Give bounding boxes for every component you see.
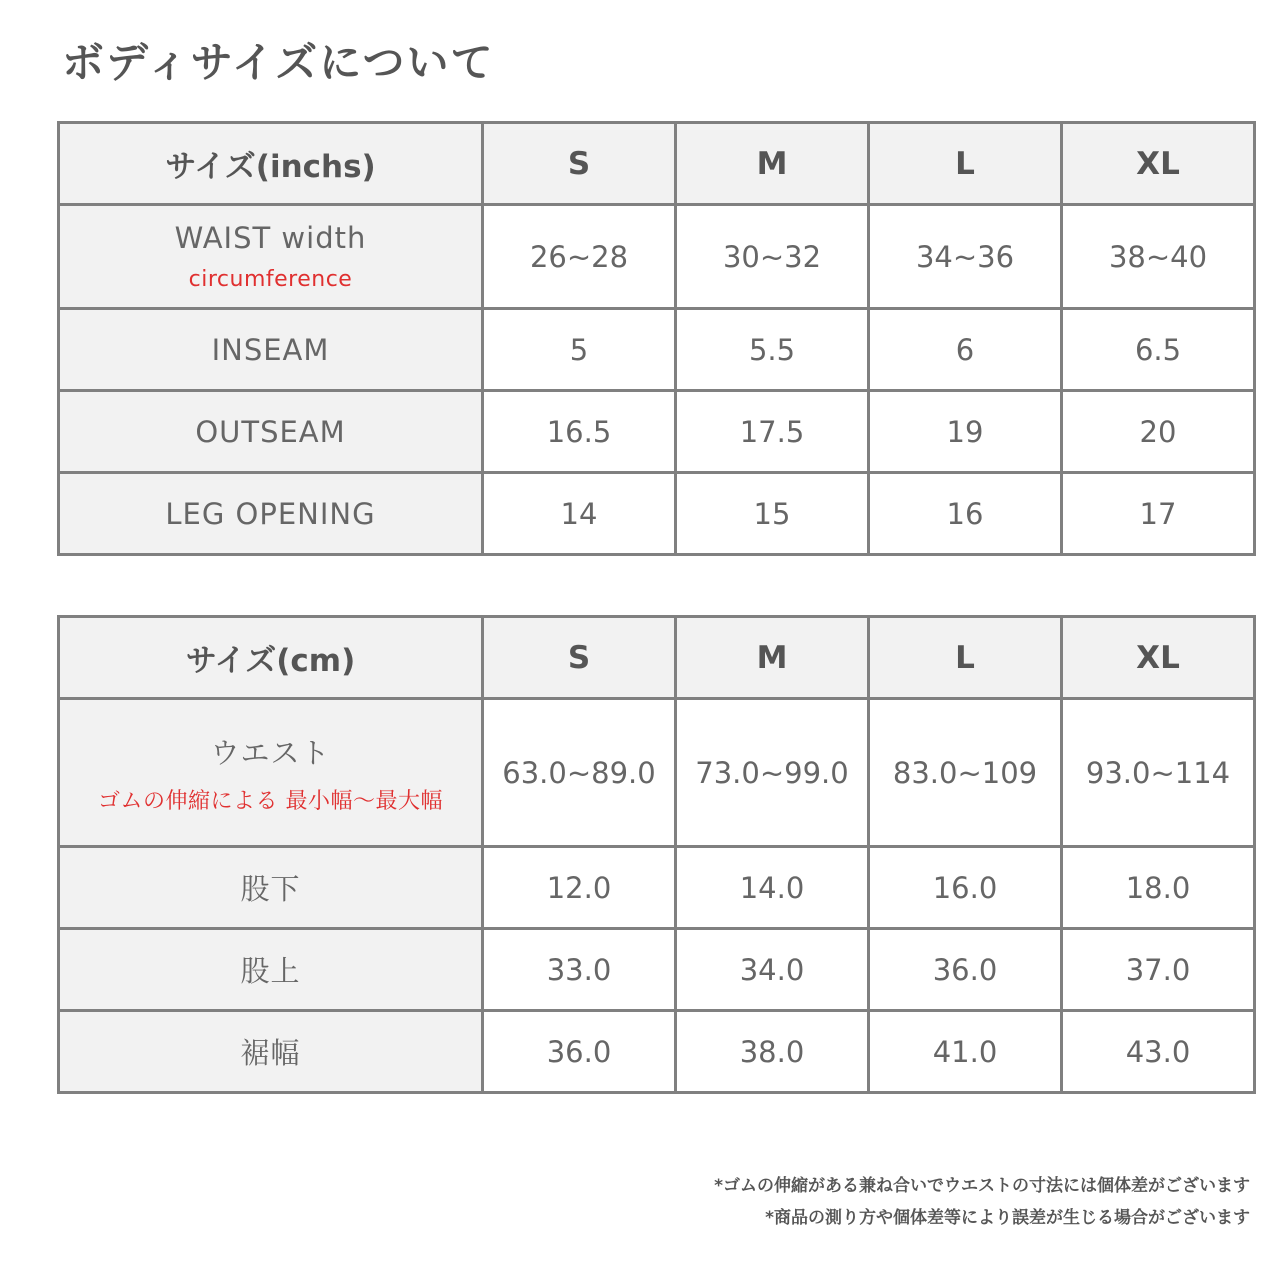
value-cell-m: 30~32	[676, 205, 869, 309]
value-cell-m: 38.0	[676, 1011, 869, 1093]
table-header-row	[59, 617, 1255, 699]
value-cell-l: 41.0	[869, 1011, 1062, 1093]
page-title: ボディサイズについて	[62, 38, 495, 87]
row-label: INSEAM	[59, 309, 483, 391]
value-cell-s: 5	[483, 309, 676, 391]
footnote-line: *商品の測り方や個体差等により誤差が生じる場合がございます	[765, 1208, 1250, 1228]
table-row-inseam	[59, 847, 1255, 929]
value-cell-xl: 43.0	[1062, 1011, 1255, 1093]
value-cell-l: 6	[869, 309, 1062, 391]
value-cell-m: 5.5	[676, 309, 869, 391]
header-cell-xl: XL	[1062, 617, 1255, 699]
header-cell-l: L	[869, 123, 1062, 205]
table-row-leg-opening	[59, 473, 1255, 555]
value-cell-m: 14.0	[676, 847, 869, 929]
table-row-hem-width	[59, 1011, 1255, 1093]
row-label-cell	[59, 205, 483, 309]
header-cell-xl: XL	[1062, 123, 1255, 205]
value-cell-m: 17.5	[676, 391, 869, 473]
value-cell-m: 34.0	[676, 929, 869, 1011]
footnotes	[714, 1170, 1250, 1234]
size-table-inches	[57, 121, 1256, 556]
value-cell-l: 19	[869, 391, 1062, 473]
value-cell-xl: 93.0~114	[1062, 699, 1255, 847]
row-label: ウエスト	[210, 735, 331, 770]
value-cell-s: 16.5	[483, 391, 676, 473]
table-row-outseam	[59, 391, 1255, 473]
table-row-waist	[59, 205, 1255, 309]
header-cell-l: L	[869, 617, 1062, 699]
table-row-inseam	[59, 309, 1255, 391]
value-cell-l: 34~36	[869, 205, 1062, 309]
header-cell-s: S	[483, 123, 676, 205]
row-label: LEG OPENING	[59, 473, 483, 555]
size-table-cm	[57, 615, 1256, 1094]
value-cell-s: 63.0~89.0	[483, 699, 676, 847]
value-cell-l: 36.0	[869, 929, 1062, 1011]
header-cell-size-unit: サイズ(cm)	[59, 617, 483, 699]
row-sublabel: ゴムの伸縮による 最小幅～最大幅	[98, 788, 443, 814]
value-cell-xl: 20	[1062, 391, 1255, 473]
value-cell-s: 36.0	[483, 1011, 676, 1093]
table-header-row	[59, 123, 1255, 205]
row-label: 裾幅	[59, 1011, 483, 1093]
value-cell-xl: 38~40	[1062, 205, 1255, 309]
row-label: WAIST width	[174, 221, 367, 255]
value-cell-s: 12.0	[483, 847, 676, 929]
footnote-line: *ゴムの伸縮がある兼ね合いでウエストの寸法には個体差がございます	[714, 1176, 1250, 1196]
header-cell-m: M	[676, 617, 869, 699]
table-row-waist	[59, 699, 1255, 847]
value-cell-l: 16.0	[869, 847, 1062, 929]
value-cell-s: 26~28	[483, 205, 676, 309]
value-cell-l: 16	[869, 473, 1062, 555]
value-cell-s: 33.0	[483, 929, 676, 1011]
value-cell-xl: 6.5	[1062, 309, 1255, 391]
row-label-cell	[59, 699, 483, 847]
value-cell-xl: 37.0	[1062, 929, 1255, 1011]
value-cell-xl: 18.0	[1062, 847, 1255, 929]
row-label: 股上	[59, 929, 483, 1011]
value-cell-m: 15	[676, 473, 869, 555]
header-cell-size-unit: サイズ(inchs)	[59, 123, 483, 205]
row-label: OUTSEAM	[59, 391, 483, 473]
row-sublabel: circumference	[188, 267, 353, 292]
row-label: 股下	[59, 847, 483, 929]
value-cell-s: 14	[483, 473, 676, 555]
header-cell-s: S	[483, 617, 676, 699]
header-cell-m: M	[676, 123, 869, 205]
value-cell-xl: 17	[1062, 473, 1255, 555]
value-cell-m: 73.0~99.0	[676, 699, 869, 847]
table-row-rise	[59, 929, 1255, 1011]
value-cell-l: 83.0~109	[869, 699, 1062, 847]
